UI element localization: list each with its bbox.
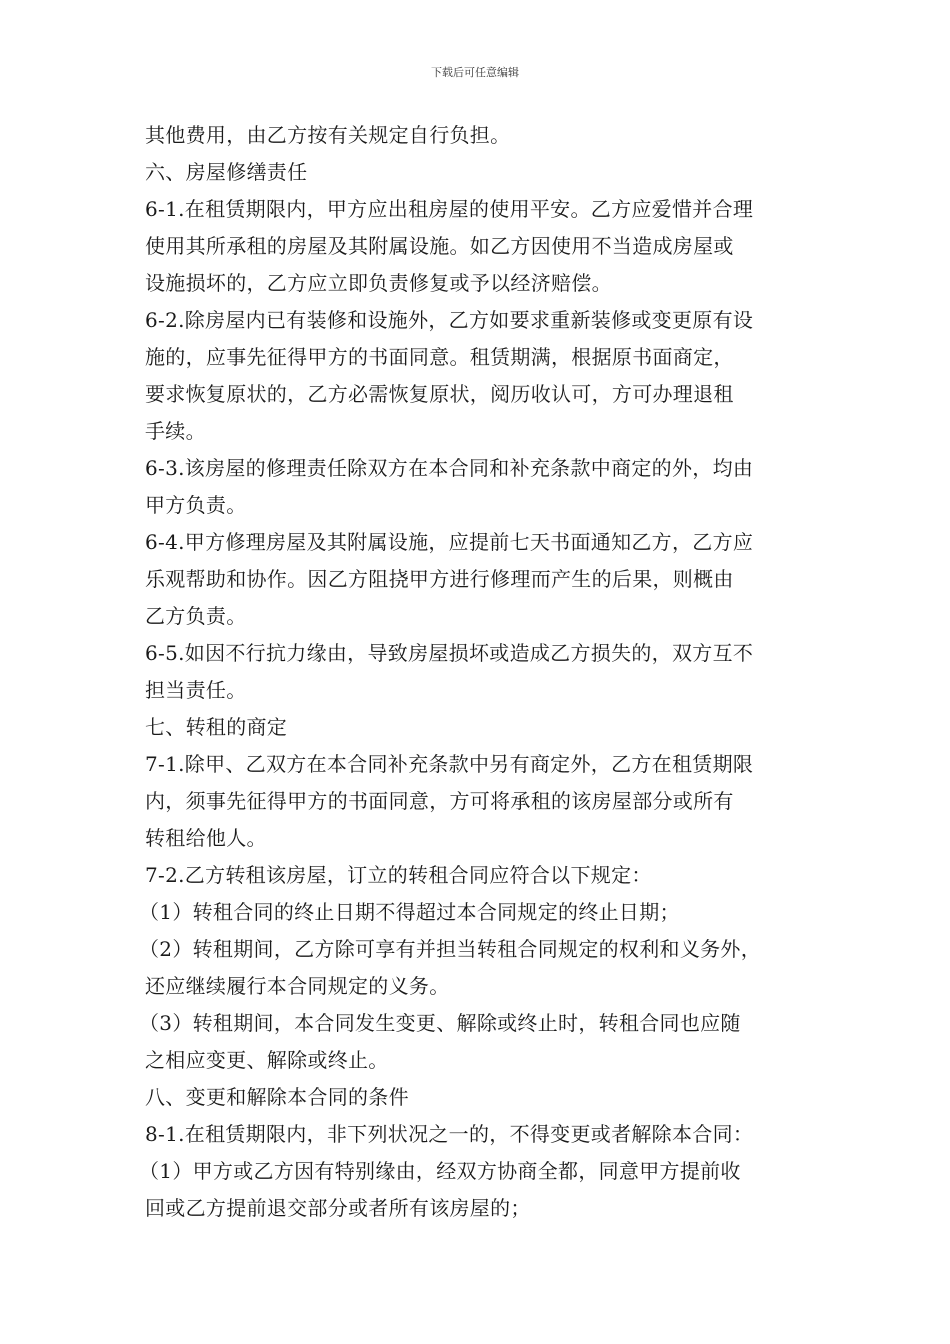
text-line: 6-5.如因不行抗力缘由，导致房屋损坏或造成乙方损失的，双方互不 [145, 641, 754, 665]
text-line: 七、转租的商定 [145, 715, 288, 739]
text-line: 内，须事先征得甲方的书面同意，方可将承租的该房屋部分或所有 [145, 789, 734, 813]
text-line: 6-2.除房屋内已有装修和设施外，乙方如要求重新装修或变更原有设 [145, 308, 754, 332]
text-line: 6-1.在租赁期限内，甲方应出租房屋的使用平安。乙方应爱惜并合理 [145, 197, 754, 221]
text-line: 6-4.甲方修理房屋及其附属设施，应提前七天书面通知乙方，乙方应 [145, 530, 754, 554]
text-line: 乙方负责。 [145, 604, 247, 628]
text-line: 7-2.乙方转租该房屋，订立的转租合同应符合以下规定： [145, 863, 652, 887]
text-line: 之相应变更、解除或终止。 [145, 1048, 389, 1072]
text-line: 转租给他人。 [145, 826, 267, 850]
text-line: 手续。 [145, 419, 206, 443]
text-line: 施的，应事先征得甲方的书面同意。租赁期满，根据原书面商定， [145, 345, 734, 369]
text-line: 要求恢复原状的，乙方必需恢复原状，阅历收认可，方可办理退租 [145, 382, 734, 406]
text-line: （1）转租合同的终止日期不得超过本合同规定的终止日期； [139, 900, 680, 924]
text-line: 六、房屋修缮责任 [145, 160, 308, 184]
text-line: 8-1.在租赁期限内，非下列状况之一的，不得变更或者解除本合同： [145, 1122, 754, 1146]
text-line: 还应继续履行本合同规定的义务。 [145, 974, 450, 998]
text-line: 设施损坏的，乙方应立即负责修复或予以经济赔偿。 [145, 271, 612, 295]
text-line: 甲方负责。 [145, 493, 247, 517]
text-line: （3）转租期间，本合同发生变更、解除或终止时，转租合同也应随 [139, 1011, 741, 1035]
text-line: 乐观帮助和协作。因乙方阻挠甲方进行修理而产生的后果，则概由 [145, 567, 734, 591]
text-line: 7-1.除甲、乙双方在本合同补充条款中另有商定外，乙方在租赁期限 [145, 752, 754, 776]
text-line: （1）甲方或乙方因有特别缘由，经双方协商全都，同意甲方提前收 [139, 1159, 741, 1183]
text-line: 使用其所承租的房屋及其附属设施。如乙方因使用不当造成房屋或 [145, 234, 734, 258]
text-line: 回或乙方提前退交部分或者所有该房屋的； [145, 1196, 531, 1220]
text-line: 八、变更和解除本合同的条件 [145, 1085, 409, 1109]
text-line: 担当责任。 [145, 678, 247, 702]
document-body [139, 117, 825, 1227]
text-line: 6-3.该房屋的修理责任除双方在本合同和补充条款中商定的外，均由 [145, 456, 754, 480]
text-line: （2）转租期间，乙方除可享有并担当转租合同规定的权利和义务外， [139, 937, 762, 961]
page-header: 下载后可任意编辑 [431, 66, 519, 79]
text-line: 其他费用，由乙方按有关规定自行负担。 [145, 123, 511, 147]
